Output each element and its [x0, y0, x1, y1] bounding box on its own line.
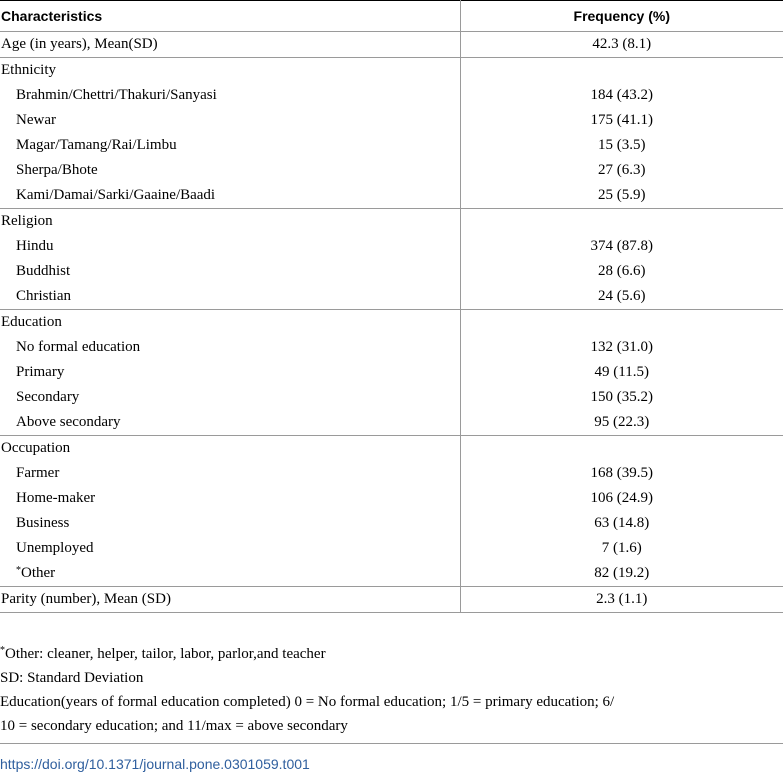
row-value: 106 (24.9)	[590, 490, 653, 506]
row-label-text: Brahmin/Chettri/Thakuri/Sanyasi	[16, 87, 217, 103]
row-value: 15 (3.5)	[598, 137, 646, 153]
row-label	[0, 511, 460, 536]
row-label-text: Sherpa/Bhote	[16, 162, 98, 178]
row-label	[0, 561, 460, 587]
footnote-education-line-2: 10 = secondary education; and 11/max = above secondary	[0, 718, 348, 734]
footer-divider	[0, 743, 783, 744]
row-label-text: Farmer	[16, 465, 60, 481]
row-label-text: Age (in years), Mean(SD)	[1, 36, 158, 52]
table-row	[0, 58, 783, 84]
row-value: 25 (5.9)	[598, 187, 646, 203]
table-row	[0, 83, 783, 108]
row-value: 2.3 (1.1)	[460, 587, 783, 613]
doi-link[interactable]: https://doi.org/10.1371/journal.pone.0301059.t001	[0, 756, 310, 772]
row-label	[0, 234, 460, 259]
row-label-text: Unemployed	[16, 540, 94, 556]
row-label	[0, 536, 460, 561]
row-label	[0, 158, 460, 183]
row-value: 42.3 (8.1)	[460, 32, 783, 58]
table-row	[0, 234, 783, 259]
row-value	[460, 310, 783, 336]
row-label-text: Home-maker	[16, 490, 96, 506]
table-row	[0, 587, 783, 613]
table-row	[0, 310, 783, 336]
header-row	[0, 1, 783, 32]
row-label-text: Education	[1, 314, 62, 330]
row-label	[0, 587, 460, 613]
table-header	[0, 1, 783, 32]
row-value: 27 (6.3)	[598, 162, 646, 178]
row-label-text: Above secondary	[16, 414, 121, 430]
table-row	[0, 32, 783, 58]
row-group-label	[0, 436, 460, 462]
row-label	[0, 83, 460, 108]
table-row	[0, 335, 783, 360]
table-row	[0, 209, 783, 235]
row-footnote-marker: *	[16, 565, 21, 576]
row-label	[0, 335, 460, 360]
row-label	[0, 133, 460, 158]
footnote-sd: SD: Standard Deviation	[0, 670, 144, 686]
footnote-education-line-1: Education(years of formal education completed) 0 = No formal education; 1/5 = primary education; 6/	[0, 694, 615, 710]
row-label-text: Other	[21, 565, 56, 581]
row-value: 184 (43.2)	[590, 87, 653, 103]
row-label	[0, 486, 460, 511]
table-row	[0, 133, 783, 158]
row-label-text: Secondary	[16, 389, 80, 405]
row-label	[0, 259, 460, 284]
row-value	[460, 209, 783, 235]
row-label-text: Hindu	[16, 238, 54, 254]
table-row	[0, 158, 783, 183]
footnote-marker: *	[0, 645, 5, 656]
table-row	[0, 511, 783, 536]
table-row	[0, 461, 783, 486]
table-row	[0, 561, 783, 587]
row-value: 132 (31.0)	[590, 339, 653, 355]
row-label-text: Christian	[16, 288, 71, 304]
row-value: 150 (35.2)	[590, 389, 653, 405]
row-value: 82 (19.2)	[594, 565, 650, 581]
row-label-text: Business	[16, 515, 70, 531]
table-row	[0, 284, 783, 310]
table-row	[0, 385, 783, 410]
header-characteristics: Characteristics	[0, 1, 460, 32]
footnote-other-text: Other: cleaner, helper, tailor, labor, parlor,and teacher	[5, 646, 326, 662]
row-group-label	[0, 209, 460, 235]
table-row	[0, 183, 783, 209]
row-value: 374 (87.8)	[590, 238, 653, 254]
table-row	[0, 436, 783, 462]
table-body	[0, 32, 783, 613]
row-label-text: Newar	[16, 112, 56, 128]
row-value: 24 (5.6)	[598, 288, 646, 304]
row-value	[460, 58, 783, 84]
row-label-text: No formal education	[16, 339, 141, 355]
row-label	[0, 284, 460, 310]
row-value: 7 (1.6)	[601, 540, 642, 556]
table-row	[0, 486, 783, 511]
row-value: 28 (6.6)	[598, 263, 646, 279]
table-row	[0, 410, 783, 436]
table-row	[0, 360, 783, 385]
row-label	[0, 410, 460, 436]
table-row	[0, 536, 783, 561]
table-row	[0, 259, 783, 284]
row-label	[0, 385, 460, 410]
header-frequency: Frequency (%)	[460, 1, 783, 32]
row-label-text: Occupation	[1, 440, 71, 456]
row-group-label	[0, 310, 460, 336]
row-label	[0, 108, 460, 133]
row-value: 175 (41.1)	[590, 112, 653, 128]
table-row	[0, 108, 783, 133]
row-label-text: Buddhist	[16, 263, 71, 279]
row-label-text: Primary	[16, 364, 65, 380]
row-label-text: Ethnicity	[1, 62, 56, 78]
row-label	[0, 360, 460, 385]
row-value: 168 (39.5)	[590, 465, 653, 481]
row-label-text: Magar/Tamang/Rai/Limbu	[16, 137, 177, 153]
footnote-other	[0, 642, 783, 666]
row-label	[0, 461, 460, 486]
row-value: 49 (11.5)	[594, 364, 649, 380]
row-label-text: Parity (number), Mean (SD)	[1, 591, 171, 607]
row-label-text: Religion	[1, 213, 53, 229]
table-footnotes	[0, 642, 783, 738]
row-value	[460, 436, 783, 462]
row-label	[0, 183, 460, 209]
row-label-text: Kami/Damai/Sarki/Gaaine/Baadi	[16, 187, 216, 203]
row-value: 63 (14.8)	[594, 515, 650, 531]
row-group-label	[0, 58, 460, 84]
row-label	[0, 32, 460, 58]
row-value: 95 (22.3)	[594, 414, 650, 430]
